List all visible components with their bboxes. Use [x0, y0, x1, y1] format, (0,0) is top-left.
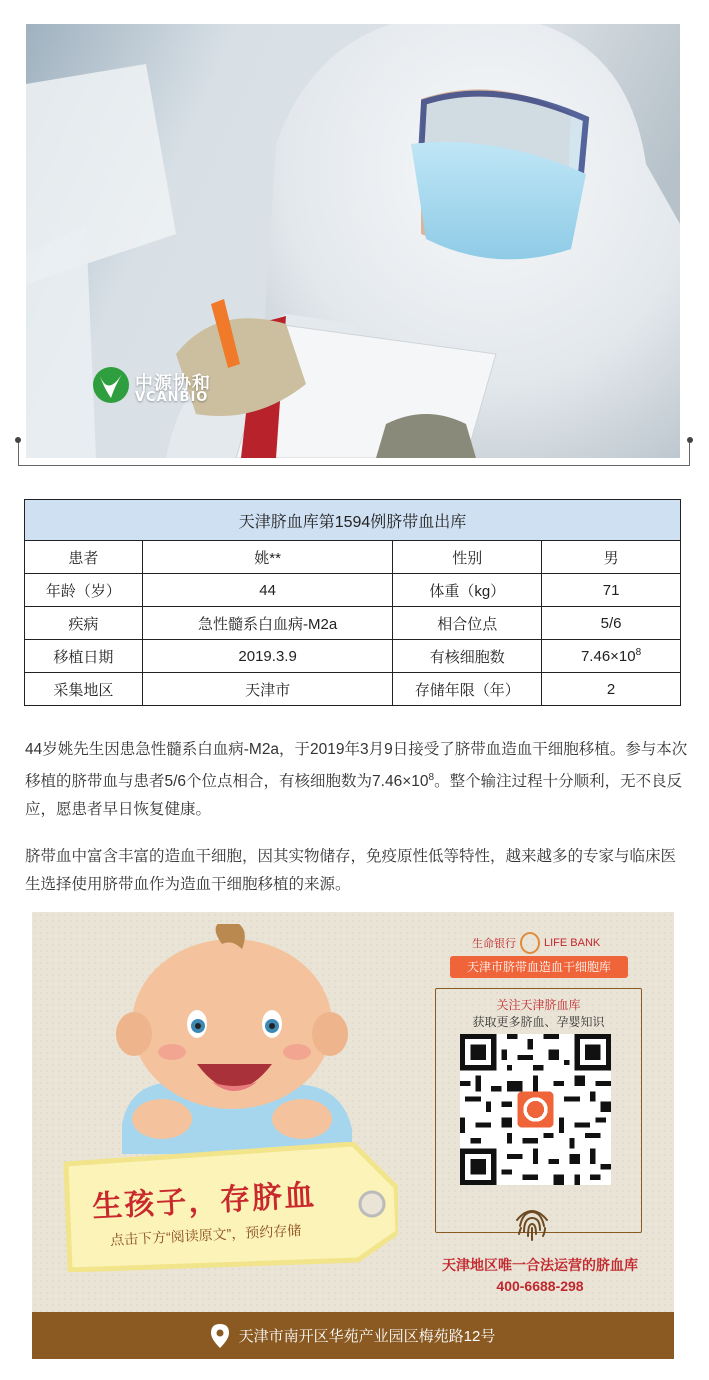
cord-blood-info-table [24, 499, 681, 706]
logo-chinese: 中源协和 [135, 373, 211, 394]
table-cell: 采集地区 [25, 673, 143, 706]
table-header-row [25, 500, 681, 541]
table-cell: 年龄（岁） [25, 574, 143, 607]
logo-english: VCANBIO [135, 390, 209, 405]
table-cell: 移植日期 [25, 640, 143, 673]
table-row [25, 673, 681, 706]
slogan: 生孩子，存脐血 [91, 1178, 317, 1225]
table-cell: 44 [142, 574, 393, 607]
table-cell: 71 [542, 574, 681, 607]
promo-banner[interactable] [32, 912, 674, 1359]
brand-cn: 生命银行 [472, 938, 516, 950]
address-text: 天津市南开区华苑产业园区梅苑路12号 [238, 1328, 496, 1345]
cell-count-exponent: 8 [635, 647, 642, 658]
table-cell: 疾病 [25, 607, 143, 640]
table-cell: 2 [542, 673, 681, 706]
table-cell: 存储年限（年） [393, 673, 542, 706]
cell-count-base: 7.46×10 [580, 648, 636, 665]
paragraph-case-text: 44岁姚先生因患急性髓系白血病-M2a，于2019年3月9日接受了脐带血造血干细胞移植。参与本次移植的脐带血与患者5/6个位点相合，有核细胞数为7.46×10 [25, 741, 688, 791]
table-cell: 5/6 [542, 607, 681, 640]
qr-caption-follow: 关注天津脐血库 [496, 998, 581, 1012]
table-title: 天津脐血库第1594例脐带血出库 [25, 500, 681, 541]
table-cell [542, 640, 681, 673]
paragraph-case [25, 736, 690, 824]
table-cell: 有核细胞数 [393, 640, 542, 673]
paragraph-case-text-end: 。整个输注过程十分顺利，无不良反应，愿患者早日恢复健康。 [25, 773, 683, 819]
vcanbio-leaf-icon [92, 366, 130, 404]
table-cell: 天津市 [142, 673, 393, 706]
table-row [25, 541, 681, 574]
table-cell: 性别 [393, 541, 542, 574]
table-row [25, 574, 681, 607]
life-bank-logo-icon [520, 932, 540, 954]
brand-en: LIFE BANK [544, 937, 601, 949]
bank-name-pill: 天津市脐带血造血干细胞库 [450, 956, 628, 978]
location-pin-icon [211, 1324, 229, 1348]
table-cell: 体重（kg） [393, 574, 542, 607]
fingerprint-icon [509, 1200, 555, 1246]
frame-dot-left [15, 437, 21, 443]
table-cell: 急性髓系白血病-M2a [142, 607, 393, 640]
photo-frame-line [18, 440, 690, 466]
table-row [25, 640, 681, 673]
table-cell: 相合位点 [393, 607, 542, 640]
phone-number[interactable]: 400-6688-298 [496, 1278, 584, 1294]
table-cell: 姚** [142, 541, 393, 574]
baby-illustration [102, 924, 362, 1154]
table-cell: 男 [542, 541, 681, 574]
unique-bank-text: 天津地区唯一合法运营的脐血库 [442, 1257, 638, 1273]
sub-slogan: 点击下方“阅读原文”，预约存储 [109, 1222, 302, 1248]
qr-caption-knowledge: 获取更多脐血、孕婴知识 [472, 1015, 605, 1029]
frame-dot-right [687, 437, 693, 443]
table-cell: 患者 [25, 541, 143, 574]
qr-code-icon[interactable] [460, 1034, 611, 1185]
life-bank-brand [472, 932, 600, 954]
table-row [25, 607, 681, 640]
address-bar [32, 1312, 674, 1359]
paragraph-cord-blood: 脐带血中富含丰富的造血干细胞，因其实物储存，免疫原性低等特性，越来越多的专家与临床医生选择使用脐带血作为造血干细胞移植的来源。 [25, 848, 677, 893]
table-cell: 2019.3.9 [142, 640, 393, 673]
paragraph-case-exponent: 8 [428, 772, 435, 783]
